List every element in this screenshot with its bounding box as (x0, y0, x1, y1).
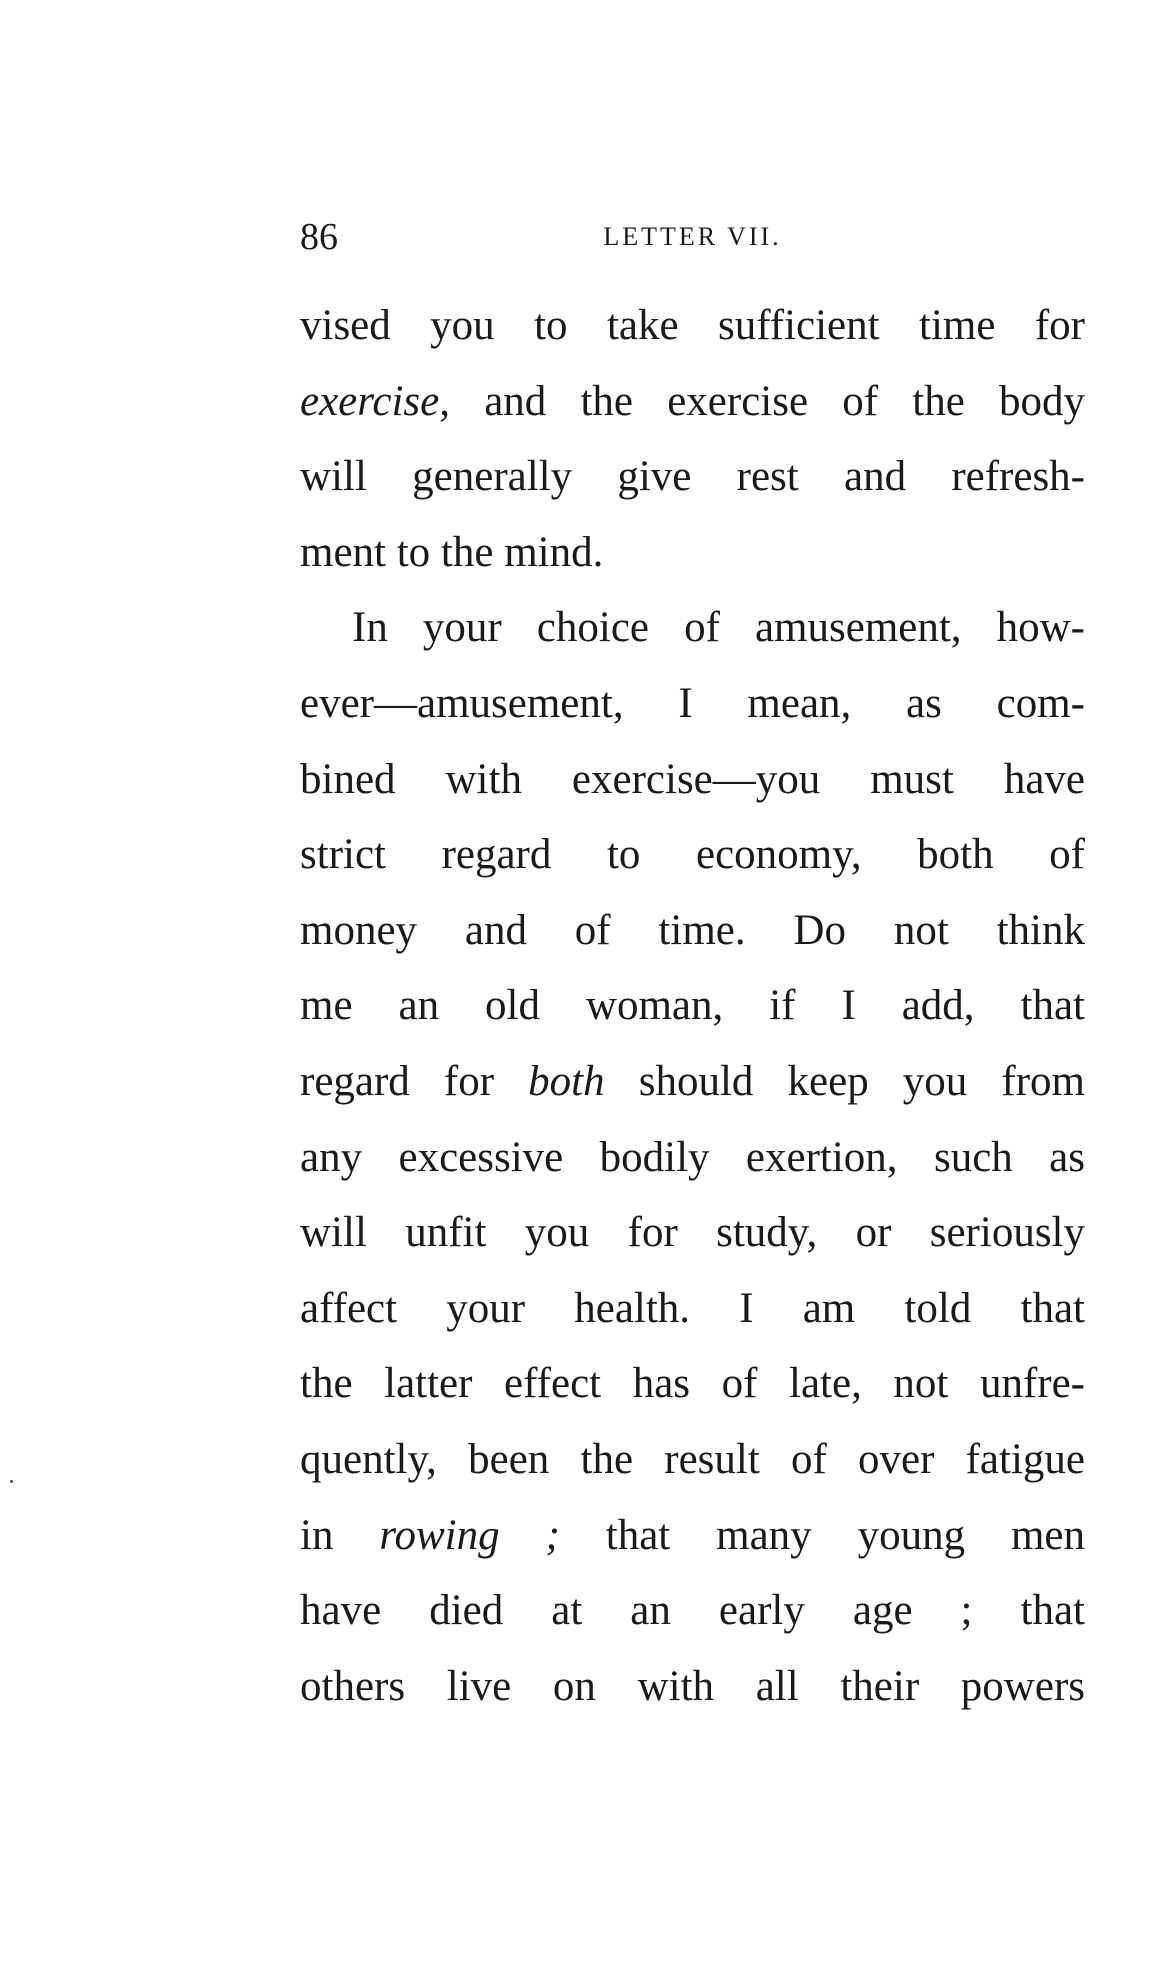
running-head: LETTER VII. (603, 222, 782, 251)
text-line (300, 968, 1085, 1044)
line-text: ever—amusement, I mean, as com- (300, 679, 1085, 727)
text-line (300, 666, 1085, 742)
text-line (300, 893, 1085, 969)
line-text: bined with exercise—you must have (300, 755, 1085, 803)
line-text: me an old woman, if I add, that (300, 982, 1085, 1030)
line-text: have died at an early age ; that (300, 1587, 1085, 1635)
line-text: vised you to take sufficient time for (300, 302, 1085, 349)
text-line (300, 1422, 1085, 1498)
line-text: In your choice of amusement, how- (352, 604, 1085, 652)
line-text: that many young men (559, 1511, 1085, 1559)
text-line (300, 1346, 1085, 1422)
text-line (300, 1573, 1085, 1649)
line-text: will unfit you for study, or seriously (300, 1209, 1085, 1257)
body-text (300, 288, 1085, 1724)
text-line (300, 288, 1085, 364)
text-line (300, 1649, 1085, 1725)
text-line (300, 1271, 1085, 1347)
italic-text: rowing ; (379, 1511, 560, 1559)
text-line (300, 1195, 1085, 1271)
text-line (300, 1044, 1085, 1120)
line-text: ment to the mind. (300, 528, 604, 576)
line-text: quently, been the result of over fatigue (300, 1435, 1085, 1483)
line-text: the latter effect has of late, not unfre- (300, 1360, 1085, 1408)
line-text: should keep you from (604, 1057, 1085, 1105)
paper-speck (10, 1480, 13, 1483)
line-text: regard for (300, 1057, 529, 1105)
text-line (300, 1498, 1085, 1574)
line-text: any excessive bodily exertion, such as (300, 1133, 1085, 1181)
line-text: and the exercise of the body (450, 377, 1085, 425)
text-line (300, 439, 1085, 515)
page-header (300, 212, 1085, 262)
line-text: in (300, 1511, 380, 1559)
text-line (300, 817, 1085, 893)
italic-text: both (528, 1057, 605, 1105)
text-line (300, 364, 1085, 440)
line-text: others live on with all their powers (300, 1662, 1085, 1710)
text-line (300, 590, 1085, 666)
line-text: strict regard to economy, both of (300, 831, 1085, 879)
line-text: money and of time. Do not think (300, 906, 1085, 954)
text-line (300, 515, 1085, 591)
line-text: will generally give rest and refresh- (300, 453, 1085, 501)
text-line (300, 742, 1085, 818)
line-text: affect your health. I am told that (300, 1284, 1085, 1332)
page-number: 86 (300, 216, 338, 258)
italic-text: exercise, (300, 377, 450, 425)
text-line (300, 1120, 1085, 1196)
